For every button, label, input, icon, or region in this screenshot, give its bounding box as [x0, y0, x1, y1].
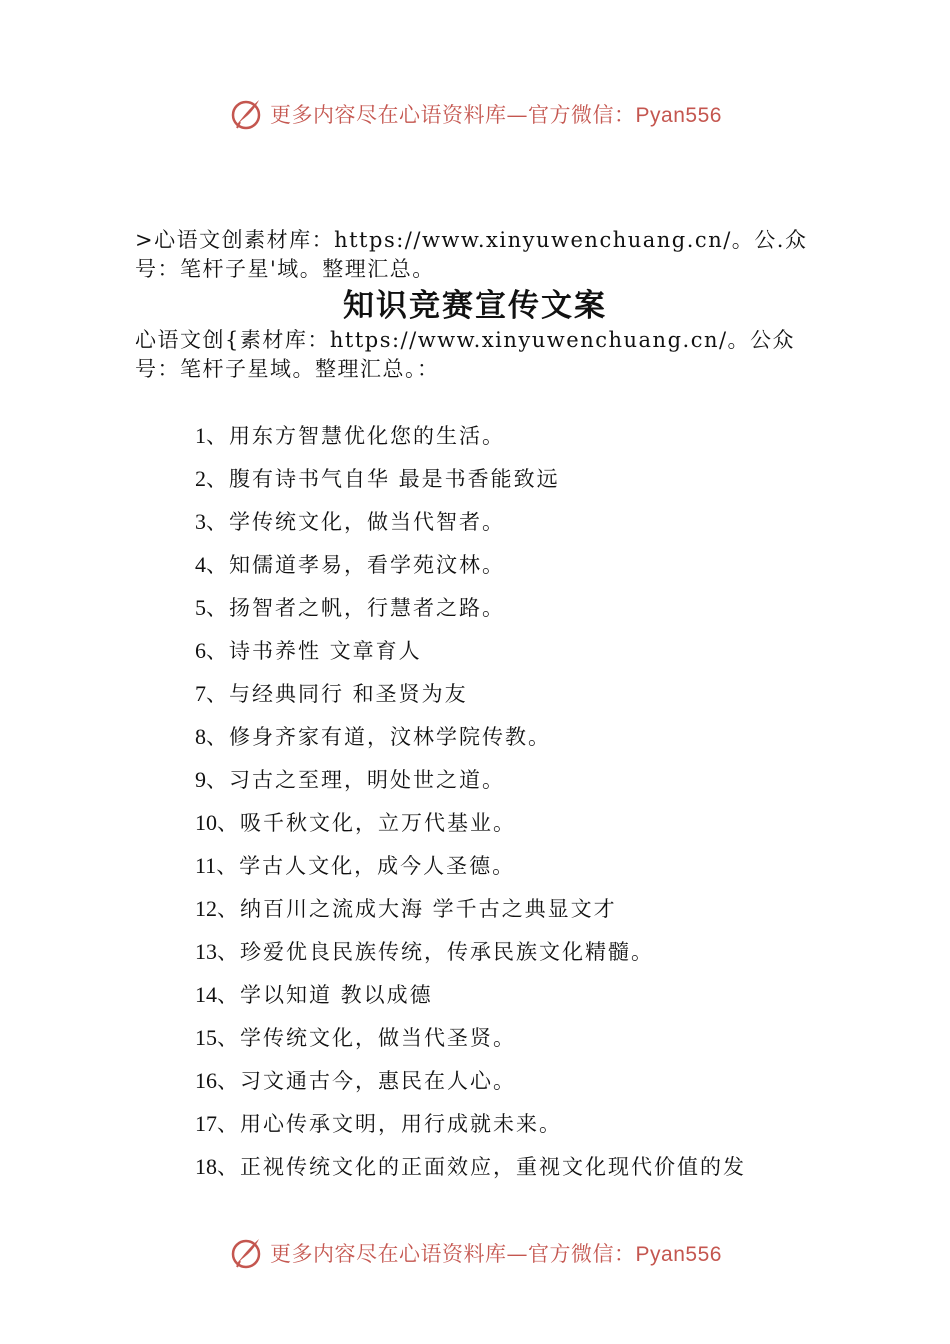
- list-item: 13、珍爱优良民族传统，传承民族文化精髓。: [195, 939, 654, 964]
- list-item: 9、习古之至理，明处世之道。: [195, 767, 505, 792]
- header-wechat-id: Pyan556: [635, 104, 722, 127]
- list-item: 7、与经典同行 和圣贤为友: [195, 681, 468, 706]
- list-item: 1、用东方智慧优化您的生活。: [195, 423, 505, 448]
- source-paragraph: 心语文创{素材库：https://www.xinyuwenchuang.cn/。公众号：笔杆子星域。整理汇总。：: [135, 328, 796, 381]
- list-item: 4、知儒道孝易，看学苑汶林。: [195, 552, 505, 577]
- quill-logo-icon: [228, 96, 264, 132]
- header-watermark: [0, 92, 950, 136]
- list-item: 10、吸千秋文化，立万代基业。: [195, 810, 516, 835]
- footer-watermark-text: 更多内容尽在心语资料库—官方微信：Pyan556: [270, 1242, 722, 1266]
- list-item: 15、学传统文化，做当代圣贤。: [195, 1025, 516, 1050]
- list-item: 14、学以知道 教以成德: [195, 982, 433, 1007]
- slogan-list: [195, 418, 835, 1192]
- page-title: 知识竞赛宣传文案: [343, 288, 607, 324]
- list-item: 11、学古人文化，成今人圣德。: [195, 853, 516, 878]
- list-item: 5、扬智者之帆，行慧者之路。: [195, 595, 505, 620]
- list-item: 17、用心传承文明，用行成就未来。: [195, 1111, 562, 1136]
- list-item: 18、正视传统文化的正面效应，重视文化现代价值的发: [195, 1154, 746, 1179]
- list-item: 8、修身齐家有道，汶林学院传教。: [195, 724, 551, 749]
- footer-wechat-id: Pyan556: [635, 1243, 722, 1266]
- quill-logo-icon: [228, 1235, 264, 1271]
- list-item: 12、纳百川之流成大海 学千古之典显文才: [195, 896, 617, 921]
- header-watermark-text: 更多内容尽在心语资料库—官方微信：Pyan556: [270, 103, 722, 127]
- footer-watermark: [0, 1231, 950, 1275]
- list-item: 3、学传统文化，做当代智者。: [195, 509, 505, 534]
- list-item: 16、习文通古今，惠民在人心。: [195, 1068, 516, 1093]
- list-item: 2、腹有诗书气自华 最是书香能致远: [195, 466, 560, 491]
- list-item: 6、诗书养性 文章育人: [195, 638, 422, 663]
- intro-paragraph: >心语文创素材库：https://www.xinyuwenchuang.cn/。公.众号：笔杆子星'域。整理汇总。: [135, 228, 808, 281]
